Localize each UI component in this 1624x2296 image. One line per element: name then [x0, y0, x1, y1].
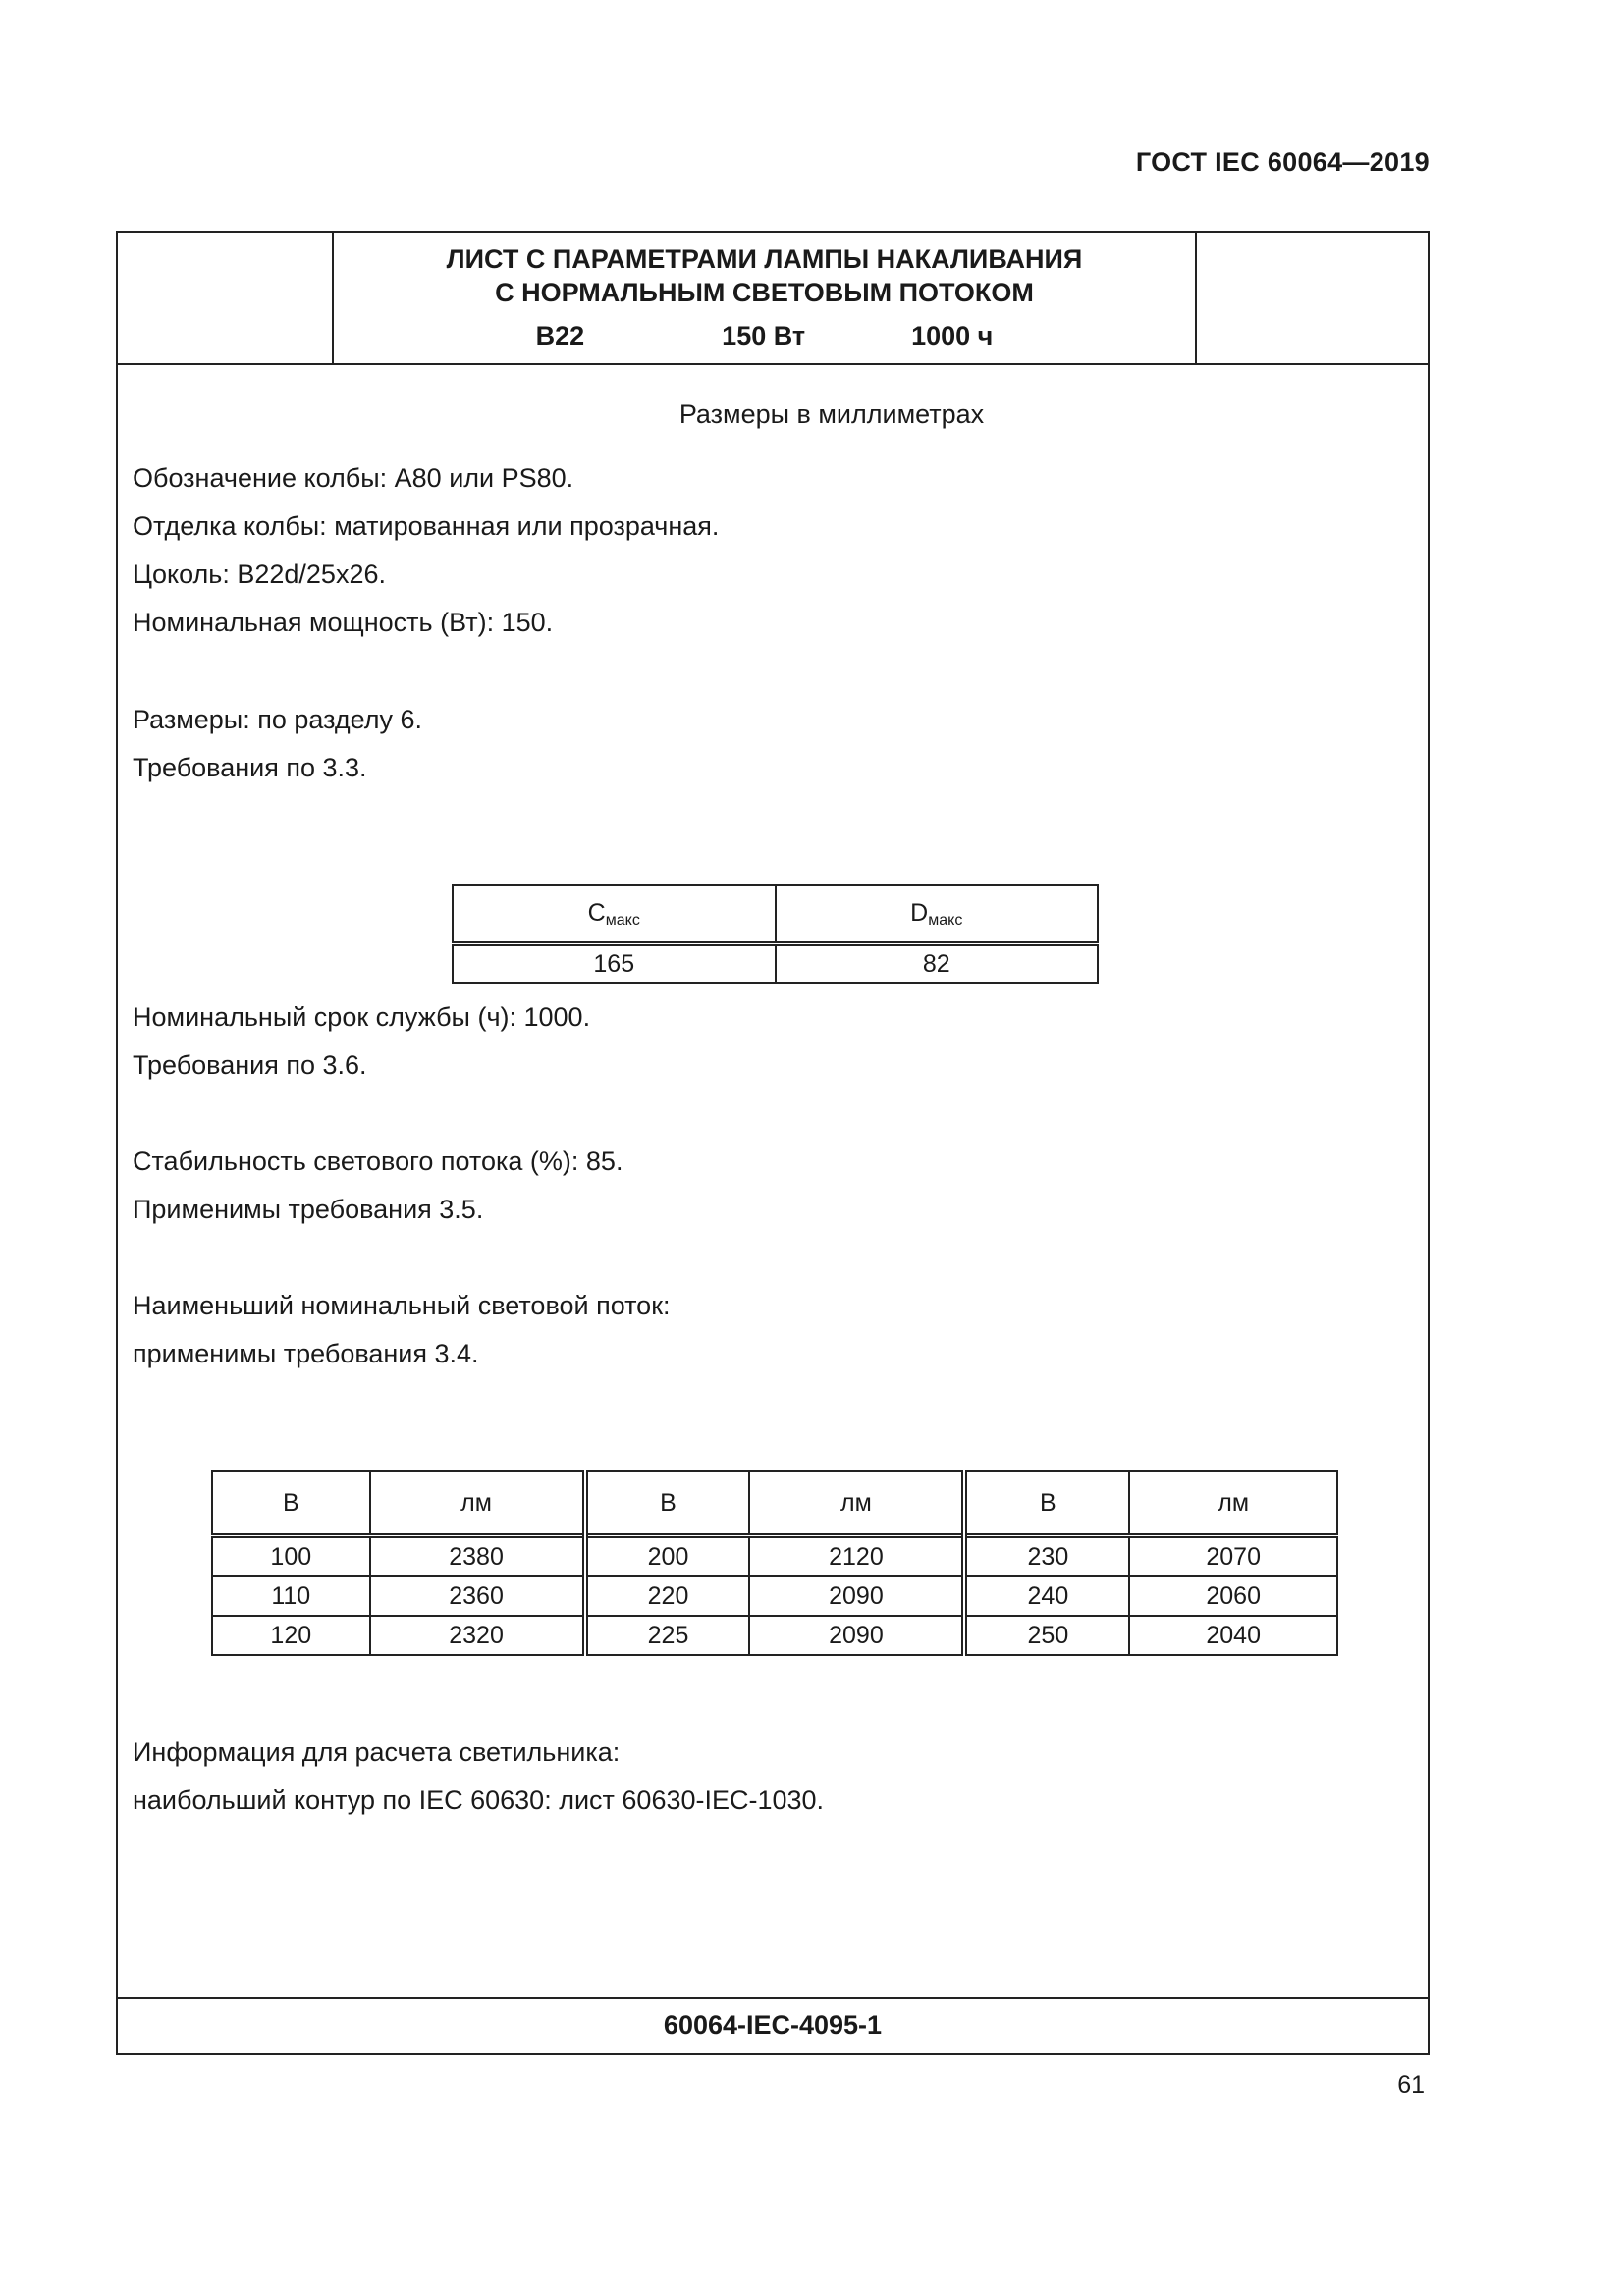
cap-type: Цоколь: B22d/25x26. — [133, 560, 386, 589]
table-cell: 220 — [585, 1576, 750, 1616]
flux-header-volts: В — [585, 1471, 750, 1536]
flux-header-volts: В — [212, 1471, 370, 1536]
d-max-value: 82 — [776, 944, 1099, 984]
table-cell: 230 — [964, 1536, 1129, 1577]
sheet-title — [334, 242, 1195, 309]
param-cap: B22 — [535, 321, 585, 350]
table-cell: 2120 — [749, 1536, 964, 1577]
table-cell: 225 — [585, 1616, 750, 1655]
table-row — [212, 1616, 1337, 1655]
header-title-cell — [334, 233, 1195, 363]
table-row — [212, 1536, 1337, 1577]
table-cell: 2090 — [749, 1616, 964, 1655]
bulb-finish: Отделка колбы: матированная или прозрачная. — [133, 511, 720, 541]
table-cell: 2070 — [1129, 1536, 1337, 1577]
page-number: 61 — [1397, 2071, 1425, 2099]
datasheet-frame — [116, 231, 1430, 2055]
sheet-header — [118, 233, 1428, 365]
flux-header-volts: В — [964, 1471, 1129, 1536]
flux-stability: Стабильность светового потока (%): 85. — [133, 1147, 623, 1176]
header-right-cell — [1195, 233, 1428, 363]
rated-life: Номинальный срок службы (ч): 1000. — [133, 1002, 591, 1032]
requirements-3-3: Требования по 3.3. — [133, 753, 367, 782]
document-id: ГОСТ IEC 60064—2019 — [1135, 147, 1430, 177]
flux-header-lumens: лм — [749, 1471, 964, 1536]
sheet-title-line-2: С НОРМАЛЬНЫМ СВЕТОВЫМ ПОТОКОМ — [495, 278, 1034, 307]
table-cell: 200 — [585, 1536, 750, 1577]
min-flux-label: Наименьший номинальный световой поток: — [133, 1291, 671, 1320]
param-wattage: 150 Вт — [722, 321, 806, 350]
sheet-title-line-1: ЛИСТ С ПАРАМЕТРАМИ ЛАМПЫ НАКАЛИВАНИЯ — [446, 244, 1083, 274]
d-max-header: $D_{макс}$ — [776, 885, 1099, 944]
table-cell: 240 — [964, 1576, 1129, 1616]
table-cell: 110 — [212, 1576, 370, 1616]
rated-wattage: Номинальная мощность (Вт): 150. — [133, 608, 554, 637]
table-cell: 100 — [212, 1536, 370, 1577]
bulb-designation: Обозначение колбы: A80 или PS80. — [133, 463, 574, 493]
flux-header-lumens: лм — [1129, 1471, 1337, 1536]
table-row — [212, 1576, 1337, 1616]
units-note: Размеры в миллиметрах — [678, 400, 985, 429]
table-cell: 2380 — [370, 1536, 585, 1577]
table-cell: 120 — [212, 1616, 370, 1655]
requirements-3-5: Применимы требования 3.5. — [133, 1195, 484, 1224]
c-max-header: $C_{макс}$ — [453, 885, 776, 944]
flux-header-lumens: лм — [370, 1471, 585, 1536]
dimensions-table — [452, 884, 1099, 984]
table-cell: 250 — [964, 1616, 1129, 1655]
c-max-value: 165 — [453, 944, 776, 984]
dimensions-ref: Размеры: по разделу 6. — [133, 705, 423, 734]
luminaire-info-label: Информация для расчета светильника: — [133, 1737, 621, 1767]
table-cell: 2090 — [749, 1576, 964, 1616]
table-cell: 2320 — [370, 1616, 585, 1655]
sheet-id: 60064-IEC-4095-1 — [663, 2010, 883, 2040]
lamp-params — [334, 321, 1195, 351]
table-cell: 2060 — [1129, 1576, 1337, 1616]
table-cell: 2040 — [1129, 1616, 1337, 1655]
luminous-flux-table — [211, 1470, 1338, 1656]
table-cell: 2360 — [370, 1576, 585, 1616]
requirements-3-6: Требования по 3.6. — [133, 1050, 367, 1080]
sheet-footer — [118, 1997, 1428, 2053]
header-left-cell — [118, 233, 334, 363]
requirements-3-4: применимы требования 3.4. — [133, 1339, 479, 1368]
max-outline-ref: наибольший контур по IEC 60630: лист 60630-IEC-1030. — [133, 1786, 825, 1815]
param-life: 1000 ч — [911, 321, 994, 350]
